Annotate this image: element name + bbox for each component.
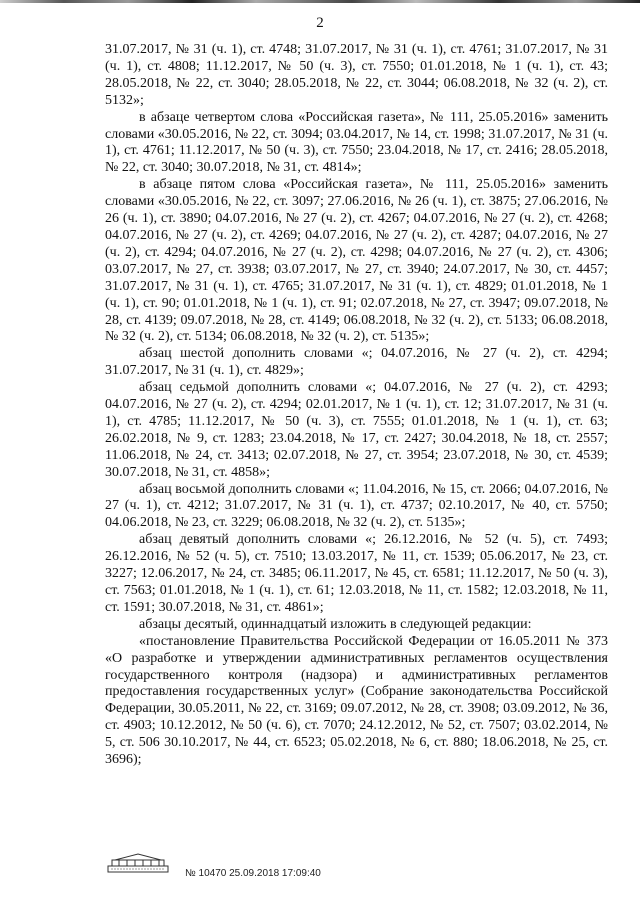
scan-top-edge: [0, 0, 640, 3]
paragraph-2: в абзаце четвертом слова «Российская газета», № 111, 25.05.2016» заменить словами «30.05.2016, № 22, ст. 3094; 03.04.2017, № 14, ст. 1998; 31.07.2017, № 31 (ч. 1), ст. 4761; 11.12.2017, № 50 (ч. 3), ст. 7550; 23.04.2018, № 17, ст. 2416; 28.05.2018, № 22, ст. 3040; 30.07.2018, № 31, ст. 4814»;: [105, 109, 608, 176]
paragraph-4: абзац шестой дополнить словами «; 04.07.2016, № 27 (ч. 2), ст. 4294; 31.07.2017, № 31 (ч. 1), ст. 4829»;: [105, 346, 608, 379]
paragraph-7: абзац девятый дополнить словами «; 26.12.2016, № 52 (ч. 5), ст. 7493; 26.12.2016, № 52 (ч. 5), ст. 7510; 13.03.2017, № 11, ст. 1539; 05.06.2017, № 23, ст. 3227; 12.06.2017, № 24, ст. 3485; 06.11.2017, № 45, ст. 6581; 11.12.2017, № 50 (ч. 3), ст. 7563; 01.01.2018, № 1 (ч. 1), ст. 61; 12.03.2018, № 11, ст. 1582; 12.03.2018, № 11, ст. 1591; 30.07.2018, № 31, ст. 4861»;: [105, 532, 608, 615]
registry-logo-icon: [107, 852, 169, 874]
paragraph-1: 31.07.2017, № 31 (ч. 1), ст. 4748; 31.07.2017, № 31 (ч. 1), ст. 4761; 31.07.2017, № 31 (ч. 1), ст. 4808; 11.12.2017, № 50 (ч. 3), ст. 7550; 01.01.2018, № 1 (ч. 1), ст. 43; 28.05.2018, № 22, ст. 3040; 28.05.2018, № 22, ст. 3044; 06.08.2018, № 32 (ч. 2), ст. 5132»;: [105, 42, 608, 108]
paragraph-9: «постановление Правительства Российской Федерации от 16.05.2011 № 373 «О разработке и утверждении административных регламентов осуществления государственного контроля (надзора) и административных регламентов предоставления государственных услуг» (Собрание законодательства Российской Федерации, 30.05.2011, № 22, ст. 3169; 09.07.2012, № 28, ст. 3908; 03.09.2012, № 36, ст. 4903; 10.12.2012, № 50 (ч. 6), ст. 7070; 24.12.2012, № 52, ст. 7507; 03.02.2014, № 5, ст. 506 30.10.2017, № 44, ст. 6523; 05.02.2018, № 6, ст. 880; 18.06.2018, № 25, ст. 3696);: [105, 633, 608, 768]
registration-stamp: № 10470 25.09.2018 17:09:40: [185, 868, 321, 879]
paragraph-3: в абзаце пятом слова «Российская газета», № 111, 25.05.2016» заменить словами «30.05.2016, № 22, ст. 3097; 27.06.2016, № 26 (ч. 1), ст. 3875; 27.06.2016, № 26 (ч. 1), ст. 3890; 04.07.2016, № 27 (ч. 2), ст. 4267; 04.07.2016, № 27 (ч. 2), ст. 4268; 04.07.2016, № 27 (ч. 2), ст. 4269; 04.07.2016, № 27 (ч. 2), ст. 4287; 04.07.2016, № 27 (ч. 2), ст. 4294; 04.07.2016, № 27 (ч. 2), ст. 4298; 04.07.2016, № 27 (ч. 2), ст. 4306; 03.07.2017, № 27, ст. 3938; 03.07.2017, № 27, ст. 3940; 24.07.2017, № 30, ст. 4457; 31.07.2017, № 31 (ч. 1), ст. 4765; 31.07.2017, № 31 (ч. 1), ст. 4829; 01.01.2018, № 1 (ч. 1), ст. 90; 01.01.2018, № 1 (ч. 1), ст. 91; 02.07.2018, № 27, ст. 3947; 09.07.2018, № 28, ст. 4139; 09.07.2018, № 28, ст. 4149; 06.08.2018, № 32 (ч. 2), ст. 5133; 06.08.2018, № 32 (ч. 2), ст. 5134; 06.08.2018, № 32 (ч. 2), ст. 5135»;: [105, 177, 608, 345]
paragraph-6: абзац восьмой дополнить словами «; 11.04.2016, № 15, ст. 2066; 04.07.2016, № 27 (ч. 1), ст. 4212; 31.07.2017, № 31 (ч. 1), ст. 4737; 02.10.2017, № 40, ст. 5750; 04.06.2018, № 23, ст. 3229; 06.08.2018, № 32 (ч. 2), ст. 5135»;: [105, 481, 608, 531]
document-body: [105, 42, 608, 769]
page-number: 2: [316, 15, 324, 31]
paragraph-8: абзацы десятый, одиннадцатый изложить в следующей редакции:: [139, 616, 532, 632]
paragraph-5: абзац седьмой дополнить словами «; 04.07.2016, № 27 (ч. 2), ст. 4293; 04.07.2016, № 27 (ч. 2), ст. 4294; 02.01.2017, № 1 (ч. 1), ст. 12; 31.07.2017, № 31 (ч. 1), ст. 4785; 11.12.2017, № 50 (ч. 3), ст. 7555; 01.01.2018, № 1 (ч. 1), ст. 63; 26.02.2018, № 9, ст. 1283; 23.04.2018, № 17, ст. 2427; 30.04.2018, № 18, ст. 2557; 11.06.2018, № 24, ст. 3413; 02.07.2018, № 27, ст. 3954; 23.07.2018, № 30, ст. 4539; 30.07.2018, № 31, ст. 4858»;: [105, 380, 608, 480]
